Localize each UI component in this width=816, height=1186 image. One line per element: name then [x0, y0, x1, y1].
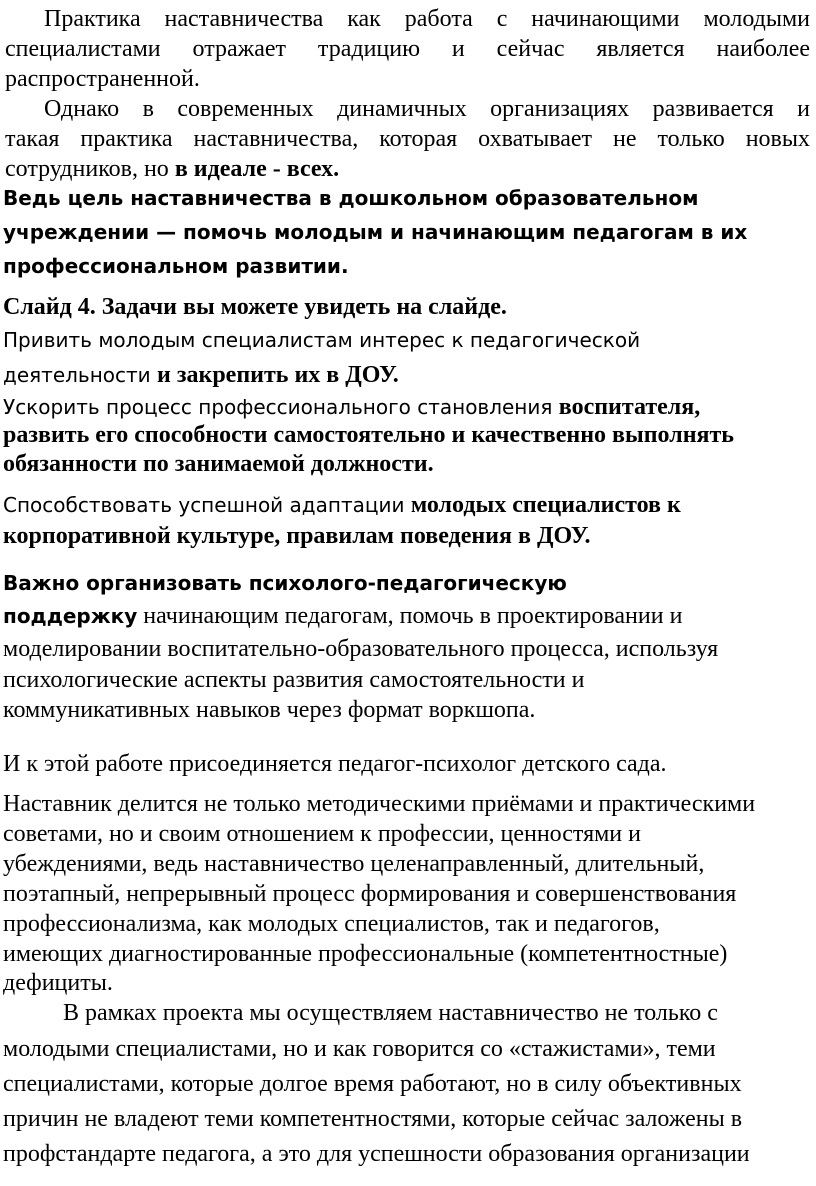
- task-2-bold-text: воспитателя,: [558, 394, 701, 420]
- paragraph-4-line-2: [3, 603, 682, 630]
- task-3-text: Способствовать успешной адаптации: [3, 493, 411, 517]
- paragraph-4-text: начинающим педагогам, помочь в проектировании и: [137, 603, 683, 629]
- paragraph-4-line-5: коммуникативных навыков через формат воркшопа.: [3, 697, 536, 723]
- paragraph-4-bold-text: поддержку: [3, 604, 138, 628]
- paragraph-7-line-2: молодыми специалистами, но и как говорится со «стажистами», теми: [3, 1036, 716, 1062]
- paragraph-7-line-3: специалистами, которые долгое время работают, но в силу объективных: [3, 1071, 742, 1097]
- paragraph-2-line-1: Однако в современных динамичных организациях развивается и: [44, 96, 810, 122]
- paragraph-7-line-1: В рамках проекта мы осуществляем наставничество не только с: [63, 1000, 718, 1026]
- paragraph-1-line-2: специалистами отражает традицию и сейчас является наиболее: [5, 36, 810, 62]
- paragraph-2-text: сотрудников, но: [5, 156, 175, 182]
- paragraph-2-line-2: такая практика наставничества, которая охватывает не только новых: [5, 126, 810, 152]
- task-2-line-2: развить его способности самостоятельно и качественно выполнять: [3, 422, 734, 448]
- paragraph-1-line-3: распространенной.: [5, 66, 200, 92]
- paragraph-4-line-3: моделировании воспитательно-образовательного процесса, используя: [3, 636, 719, 662]
- task-2-line-3: обязанности по занимаемой должности.: [3, 451, 434, 477]
- paragraph-6-line-5: профессионализма, как молодых специалистов, так и педагогов,: [3, 911, 660, 937]
- task-1-line-1: Привить молодым специалистам интерес к педагогической: [3, 328, 641, 352]
- paragraph-7-line-5: профстандарте педагога, а это для успешности образования организации: [3, 1141, 750, 1167]
- paragraph-1-line-1: Практика наставничества как работа с начинающими молодыми: [44, 6, 810, 32]
- paragraph-4-line-4: психологические аспекты развития самостоятельности и: [3, 667, 585, 693]
- paragraph-3-line-2: учреждении — помочь молодым и начинающим педагогам в их: [3, 220, 748, 244]
- paragraph-6-line-6: имеющих диагностированные профессиональные (компетентностные): [3, 941, 728, 967]
- task-2-line-1: [3, 394, 700, 421]
- paragraph-6-line-4: поэтапный, непрерывный процесс формирования и совершенствования: [3, 881, 737, 907]
- slide-4-heading: Слайд 4. Задачи вы можете увидеть на слайде.: [3, 294, 507, 320]
- paragraph-6-line-3: убеждениями, ведь наставничество целенаправленный, длительный,: [3, 851, 705, 877]
- paragraph-7-line-4: причин не владеют теми компетентностями, которые сейчас заложены в: [3, 1106, 743, 1132]
- paragraph-4-line-1: Важно организовать психолого-педагогическую: [3, 571, 567, 595]
- paragraph-2-line-3: [5, 156, 339, 183]
- task-2-text: Ускорить процесс профессионального становления: [3, 395, 559, 419]
- paragraph-6-line-1: Наставник делится не только методическими приёмами и практическими: [3, 791, 756, 817]
- task-3-line-1: [3, 492, 681, 519]
- paragraph-3-line-3: профессиональном развитии.: [3, 254, 349, 278]
- task-1-text: деятельности: [3, 363, 158, 387]
- paragraph-5-line-1: И к этой работе присоединяется педагог-психолог детского сада.: [3, 751, 667, 777]
- task-1-line-2: [3, 362, 399, 389]
- paragraph-6-line-2: советами, но и своим отношением к профессии, ценностями и: [3, 821, 641, 847]
- task-1-bold-text: и закрепить их в ДОУ.: [157, 362, 399, 388]
- paragraph-6-line-7: дефициты.: [3, 970, 113, 996]
- task-3-bold-text: молодых специалистов к: [410, 492, 681, 518]
- paragraph-3-line-1: Ведь цель наставничества в дошкольном образовательном: [3, 186, 699, 210]
- paragraph-2-bold-text: в идеале - всех.: [174, 156, 340, 182]
- task-3-line-2: корпоративной культуре, правилам поведения в ДОУ.: [3, 523, 591, 549]
